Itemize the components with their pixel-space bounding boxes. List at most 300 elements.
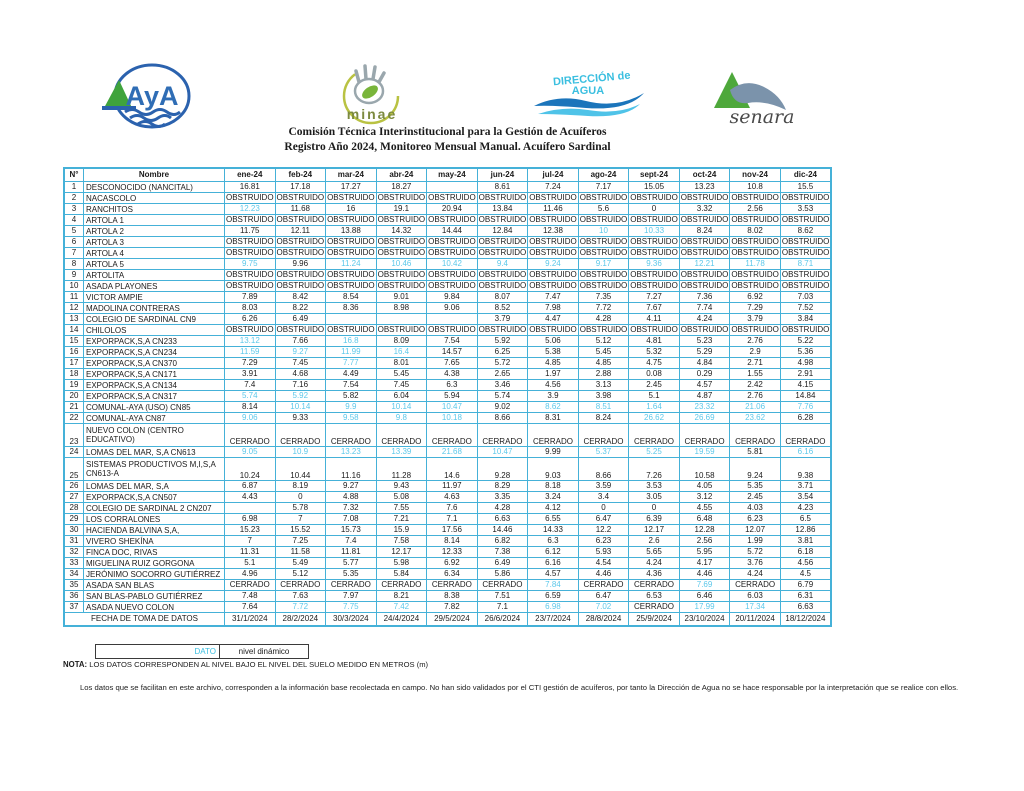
row-number: 2: [64, 193, 84, 204]
month-value-cell: 8.09: [376, 336, 427, 347]
month-value-cell: 3.32: [679, 204, 730, 215]
month-value-cell: 7.89: [225, 292, 276, 303]
month-value-cell: OBSTRUIDO: [731, 237, 779, 247]
well-name: NACASCOLO: [84, 193, 225, 204]
month-value-cell: 17.27: [326, 182, 377, 193]
month-value-cell: 6.98: [528, 602, 579, 613]
month-value-cell: OBSTRUIDO: [478, 237, 527, 247]
month-value-cell: 4.47: [528, 314, 579, 325]
month-value-cell: OBSTRUIDO: [680, 270, 729, 280]
month-value-cell: 10.9: [275, 447, 326, 458]
month-value-cell: 12.86: [780, 525, 831, 536]
month-value-cell: 0: [578, 503, 629, 514]
month-value-cell: 11.59: [225, 347, 276, 358]
row-number: 33: [64, 558, 84, 569]
row-number: 15: [64, 336, 84, 347]
month-value-cell: 4.49: [326, 369, 377, 380]
month-value-cell: OBSTRUIDO: [630, 248, 678, 258]
month-value-cell: 5.23: [679, 336, 730, 347]
month-value-cell: 11.78: [730, 259, 781, 270]
table-row: [64, 182, 831, 193]
month-value-cell: 2.65: [477, 369, 528, 380]
well-name: ARTOLA 5: [84, 259, 225, 270]
month-value-cell: OBSTRUIDO: [377, 193, 426, 203]
row-number: 9: [64, 270, 84, 281]
month-value-cell: OBSTRUIDO: [327, 325, 375, 335]
month-value-cell: 5.65: [629, 547, 680, 558]
month-value-cell: 2.71: [730, 358, 781, 369]
month-value-cell: 3.79: [477, 314, 528, 325]
month-value-cell: 5.98: [376, 558, 427, 569]
month-value-cell: 2.45: [730, 492, 781, 503]
month-value-cell: 8.07: [477, 292, 528, 303]
month-value-cell: 3.53: [629, 481, 680, 492]
column-header-month: abr-24: [376, 168, 427, 182]
well-name: EXPORPACK,S,A CN507: [84, 492, 225, 503]
well-name: FINCA DOC, RIVAS: [84, 547, 225, 558]
month-value-cell: OBSTRUIDO: [680, 193, 729, 203]
month-value-cell: OBSTRUIDO: [428, 237, 476, 247]
month-value-cell: 4.96: [225, 569, 276, 580]
aya-logo-text: AyA: [125, 81, 179, 111]
month-value-cell: CERRADO: [326, 424, 377, 447]
fecha-row: [64, 613, 831, 627]
month-value-cell: 9.43: [376, 481, 427, 492]
month-value-cell: 8.01: [376, 358, 427, 369]
month-value-cell: 7.67: [629, 303, 680, 314]
month-value-cell: OBSTRUIDO: [781, 237, 830, 247]
monitoring-table-wrapper: [63, 167, 832, 627]
month-value-cell: 8.29: [477, 481, 528, 492]
month-value-cell: 4.23: [780, 503, 831, 514]
month-value-cell: 5.74: [477, 391, 528, 402]
month-value-cell: 10.42: [427, 259, 478, 270]
month-value-cell: 6.5: [780, 514, 831, 525]
month-value-cell: 3.79: [730, 314, 781, 325]
month-value-cell: 2.56: [730, 204, 781, 215]
table-row: [64, 380, 831, 391]
month-value-cell: 16.8: [326, 336, 377, 347]
month-value-cell: CERRADO: [376, 580, 427, 591]
month-value-cell: 8.22: [275, 303, 326, 314]
month-value-cell: 18.27: [376, 182, 427, 193]
month-value-cell: 4.57: [679, 380, 730, 391]
month-value-cell: 5.37: [578, 447, 629, 458]
month-value-cell: OBSTRUIDO: [731, 248, 779, 258]
well-name: EXPORPACK,S,A CN134: [84, 380, 225, 391]
month-value-cell: 5.22: [780, 336, 831, 347]
month-value-cell: 6.47: [578, 591, 629, 602]
month-value-cell: 9.38: [780, 458, 831, 481]
month-value-cell: OBSTRUIDO: [226, 325, 274, 335]
well-name: HACIENDA BALVINA S,A,: [84, 525, 225, 536]
month-value-cell: OBSTRUIDO: [781, 193, 830, 203]
month-value-cell: 2.9: [730, 347, 781, 358]
month-value-cell: OBSTRUIDO: [226, 270, 274, 280]
month-value-cell: 7.08: [326, 514, 377, 525]
month-value-cell: 8.51: [578, 402, 629, 413]
title-line-2: Registro Año 2024, Monitoreo Mensual Manual. Acuífero Sardinal: [284, 140, 611, 153]
month-value-cell: 7.82: [427, 602, 478, 613]
month-value-cell: OBSTRUIDO: [377, 215, 426, 225]
month-value-cell: 9.24: [528, 259, 579, 270]
month-value-cell: 4.88: [326, 492, 377, 503]
well-name: ARTOLITA: [84, 270, 225, 281]
well-name: MADOLINA CONTRERAS: [84, 303, 225, 314]
month-value-cell: 11.81: [326, 547, 377, 558]
month-value-cell: 0.29: [679, 369, 730, 380]
month-value-cell: 7.84: [528, 580, 579, 591]
table-row: [64, 270, 831, 281]
month-value-cell: OBSTRUIDO: [680, 281, 729, 291]
row-number: 24: [64, 447, 84, 458]
month-value-cell: OBSTRUIDO: [478, 215, 527, 225]
month-value-cell: 12.2: [578, 525, 629, 536]
month-value-cell: 16: [326, 204, 377, 215]
month-value-cell: CERRADO: [427, 580, 478, 591]
month-value-cell: 10.18: [427, 413, 478, 424]
month-value-cell: 5.35: [326, 569, 377, 580]
month-value-cell: 5.45: [578, 347, 629, 358]
month-value-cell: 9.96: [275, 259, 326, 270]
row-number: 17: [64, 358, 84, 369]
month-value-cell: OBSTRUIDO: [781, 270, 830, 280]
column-header-month: ene-24: [225, 168, 276, 182]
month-value-cell: 5.36: [780, 347, 831, 358]
month-value-cell: 5.06: [528, 336, 579, 347]
month-value-cell: 4.87: [679, 391, 730, 402]
well-name: NUEVO COLON (CENTRO EDUCATIVO): [84, 424, 225, 447]
nota-label: NOTA:: [63, 660, 88, 669]
month-value-cell: 3.54: [780, 492, 831, 503]
month-value-cell: 5.94: [427, 391, 478, 402]
month-value-cell: 2.88: [578, 369, 629, 380]
month-value-cell: OBSTRUIDO: [579, 281, 628, 291]
fecha-date-cell: 23/10/2024: [679, 613, 730, 627]
month-value-cell: CERRADO: [730, 580, 781, 591]
table-row: [64, 292, 831, 303]
month-value-cell: 4.81: [629, 336, 680, 347]
month-value-cell: 12.21: [679, 259, 730, 270]
month-value-cell: 6.55: [528, 514, 579, 525]
well-name: COMUNAL-AYA (USO) CN85: [84, 402, 225, 413]
month-value-cell: 7.27: [629, 292, 680, 303]
row-number: 37: [64, 602, 84, 613]
month-value-cell: 7.72: [578, 303, 629, 314]
month-value-cell: 9.8: [376, 413, 427, 424]
month-value-cell: 17.34: [730, 602, 781, 613]
month-value-cell: 4.36: [629, 569, 680, 580]
month-value-cell: 7.77: [326, 358, 377, 369]
month-value-cell: CERRADO: [275, 580, 326, 591]
month-value-cell: 7.02: [578, 602, 629, 613]
month-value-cell: 6.3: [427, 380, 478, 391]
well-name: CHILOLOS: [84, 325, 225, 336]
month-value-cell: 5.49: [275, 558, 326, 569]
month-value-cell: 3.46: [477, 380, 528, 391]
month-value-cell: 7.63: [275, 591, 326, 602]
month-value-cell: 5.38: [528, 347, 579, 358]
month-value-cell: 14.57: [427, 347, 478, 358]
month-value-cell: OBSTRUIDO: [478, 281, 527, 291]
month-value-cell: [326, 314, 377, 325]
well-name: ASADA NUEVO COLON: [84, 602, 225, 613]
month-value-cell: 7.16: [275, 380, 326, 391]
month-value-cell: 7.75: [326, 602, 377, 613]
month-value-cell: 1.99: [730, 536, 781, 547]
month-value-cell: OBSTRUIDO: [327, 248, 375, 258]
month-value-cell: 6.46: [679, 591, 730, 602]
month-value-cell: 6.04: [376, 391, 427, 402]
month-value-cell: CERRADO: [578, 424, 629, 447]
column-header-month: jul-24: [528, 168, 579, 182]
month-value-cell: 10.24: [225, 458, 276, 481]
month-value-cell: OBSTRUIDO: [276, 325, 325, 335]
month-value-cell: 4.56: [528, 380, 579, 391]
senara-logo-text: senara: [729, 106, 795, 128]
month-value-cell: 4.46: [578, 569, 629, 580]
month-value-cell: 2.76: [730, 391, 781, 402]
month-value-cell: OBSTRUIDO: [428, 193, 476, 203]
month-value-cell: 7.26: [629, 458, 680, 481]
table-row: [64, 248, 831, 259]
month-value-cell: 20.94: [427, 204, 478, 215]
month-value-cell: 8.52: [477, 303, 528, 314]
column-header-month: oct-24: [679, 168, 730, 182]
month-value-cell: OBSTRUIDO: [276, 215, 325, 225]
month-value-cell: 11.31: [225, 547, 276, 558]
well-name: ASADA PLAYONES: [84, 281, 225, 292]
month-value-cell: 3.12: [679, 492, 730, 503]
month-value-cell: 4.85: [578, 358, 629, 369]
month-value-cell: 7.52: [780, 303, 831, 314]
well-name: ARTOLA 3: [84, 237, 225, 248]
month-value-cell: OBSTRUIDO: [478, 270, 527, 280]
month-value-cell: 11.16: [326, 458, 377, 481]
row-number: 19: [64, 380, 84, 391]
month-value-cell: OBSTRUIDO: [377, 281, 426, 291]
month-value-cell: 5.25: [629, 447, 680, 458]
table-row: [64, 569, 831, 580]
row-number: 16: [64, 347, 84, 358]
row-number: 14: [64, 325, 84, 336]
month-value-cell: 7.35: [578, 292, 629, 303]
well-name: COLEGIO DE SARDINAL 2 CN207: [84, 503, 225, 514]
month-value-cell: 4.56: [780, 558, 831, 569]
month-value-cell: OBSTRUIDO: [529, 248, 577, 258]
month-value-cell: OBSTRUIDO: [579, 193, 628, 203]
month-value-cell: OBSTRUIDO: [529, 281, 577, 291]
month-value-cell: 26.62: [629, 413, 680, 424]
month-value-cell: 15.9: [376, 525, 427, 536]
month-value-cell: 7.29: [730, 303, 781, 314]
column-header-num: N°: [64, 168, 84, 182]
fecha-date-cell: 28/2/2024: [275, 613, 326, 627]
month-value-cell: 7.45: [376, 380, 427, 391]
month-value-cell: OBSTRUIDO: [529, 237, 577, 247]
month-value-cell: OBSTRUIDO: [428, 215, 476, 225]
month-value-cell: CERRADO: [326, 580, 377, 591]
month-value-cell: 12.38: [528, 226, 579, 237]
month-value-cell: OBSTRUIDO: [680, 248, 729, 258]
month-value-cell: OBSTRUIDO: [630, 270, 678, 280]
month-value-cell: OBSTRUIDO: [781, 248, 830, 258]
month-value-cell: OBSTRUIDO: [680, 237, 729, 247]
row-number: 34: [64, 569, 84, 580]
month-value-cell: 6.23: [578, 536, 629, 547]
month-value-cell: 4.28: [578, 314, 629, 325]
month-value-cell: 4.38: [427, 369, 478, 380]
month-value-cell: 7.54: [326, 380, 377, 391]
month-value-cell: 15.5: [780, 182, 831, 193]
month-value-cell: OBSTRUIDO: [529, 215, 577, 225]
month-value-cell: 17.18: [275, 182, 326, 193]
month-value-cell: 21.68: [427, 447, 478, 458]
row-number: 13: [64, 314, 84, 325]
month-value-cell: OBSTRUIDO: [529, 325, 577, 335]
month-value-cell: 3.98: [578, 391, 629, 402]
month-value-cell: 11.28: [376, 458, 427, 481]
month-value-cell: 7.17: [578, 182, 629, 193]
table-row: [64, 358, 831, 369]
month-value-cell: [225, 503, 276, 514]
month-value-cell: 12.28: [679, 525, 730, 536]
month-value-cell: 9.33: [275, 413, 326, 424]
table-row: [64, 303, 831, 314]
month-value-cell: 8.14: [225, 402, 276, 413]
month-value-cell: 8.98: [376, 303, 427, 314]
month-value-cell: 6.92: [730, 292, 781, 303]
month-value-cell: 12.17: [376, 547, 427, 558]
month-value-cell: 1.97: [528, 369, 579, 380]
month-value-cell: 10.58: [679, 458, 730, 481]
well-name: SAN BLAS-PABLO GUTIÉRREZ: [84, 591, 225, 602]
monitoring-table: [63, 167, 832, 627]
month-value-cell: OBSTRUIDO: [630, 215, 678, 225]
fecha-date-cell: 30/3/2024: [326, 613, 377, 627]
month-value-cell: 23.62: [730, 413, 781, 424]
month-value-cell: 7.21: [376, 514, 427, 525]
fecha-date-cell: 24/4/2024: [376, 613, 427, 627]
table-row: [64, 591, 831, 602]
month-value-cell: 5.45: [376, 369, 427, 380]
month-value-cell: 23.32: [679, 402, 730, 413]
month-value-cell: OBSTRUIDO: [276, 248, 325, 258]
month-value-cell: 7.76: [780, 402, 831, 413]
column-header-month: ago-24: [578, 168, 629, 182]
month-value-cell: 9.01: [376, 292, 427, 303]
table-row: [64, 204, 831, 215]
table-row: [64, 558, 831, 569]
month-value-cell: OBSTRUIDO: [781, 325, 830, 335]
table-row: [64, 503, 831, 514]
month-value-cell: OBSTRUIDO: [781, 215, 830, 225]
month-value-cell: 7.69: [679, 580, 730, 591]
month-value-cell: 19.59: [679, 447, 730, 458]
month-value-cell: 3.84: [780, 314, 831, 325]
month-value-cell: 6.79: [780, 580, 831, 591]
month-value-cell: CERRADO: [275, 424, 326, 447]
month-value-cell: 5.81: [730, 447, 781, 458]
month-value-cell: OBSTRUIDO: [529, 193, 577, 203]
fecha-date-cell: 29/5/2024: [427, 613, 478, 627]
row-number: 18: [64, 369, 84, 380]
month-value-cell: 12.07: [730, 525, 781, 536]
legend-nivel-dinamico: nivel dinámico: [238, 647, 290, 656]
month-value-cell: 6.03: [730, 591, 781, 602]
row-number: 12: [64, 303, 84, 314]
month-value-cell: OBSTRUIDO: [680, 325, 729, 335]
month-value-cell: 9.28: [477, 458, 528, 481]
month-value-cell: OBSTRUIDO: [327, 193, 375, 203]
month-value-cell: 14.84: [780, 391, 831, 402]
well-name: RANCHITOS: [84, 204, 225, 215]
month-value-cell: 5.92: [275, 391, 326, 402]
month-value-cell: 4.85: [528, 358, 579, 369]
month-value-cell: 8.18: [528, 481, 579, 492]
row-number: 35: [64, 580, 84, 591]
month-value-cell: OBSTRUIDO: [478, 325, 527, 335]
month-value-cell: 5.72: [477, 358, 528, 369]
month-value-cell: 4.17: [679, 558, 730, 569]
month-value-cell: 4.55: [679, 503, 730, 514]
row-number: 31: [64, 536, 84, 547]
month-value-cell: OBSTRUIDO: [428, 248, 476, 258]
month-value-cell: 8.14: [427, 536, 478, 547]
month-value-cell: OBSTRUIDO: [579, 325, 628, 335]
month-value-cell: 10.8: [730, 182, 781, 193]
month-value-cell: OBSTRUIDO: [276, 270, 325, 280]
month-value-cell: OBSTRUIDO: [226, 281, 274, 291]
well-name: ARTOLA 4: [84, 248, 225, 259]
well-name: LOMAS DEL MAR, S,A: [84, 481, 225, 492]
month-value-cell: 4.28: [477, 503, 528, 514]
month-value-cell: 16.4: [376, 347, 427, 358]
month-value-cell: 6.49: [275, 314, 326, 325]
month-value-cell: 14.46: [477, 525, 528, 536]
month-value-cell: 9.02: [477, 402, 528, 413]
month-value-cell: CERRADO: [376, 424, 427, 447]
month-value-cell: 7.74: [679, 303, 730, 314]
month-value-cell: 7.42: [376, 602, 427, 613]
month-value-cell: 6.18: [780, 547, 831, 558]
month-value-cell: CERRADO: [225, 424, 276, 447]
month-value-cell: 9.03: [528, 458, 579, 481]
month-value-cell: 7.51: [477, 591, 528, 602]
month-value-cell: 5.08: [376, 492, 427, 503]
month-value-cell: 9.75: [225, 259, 276, 270]
well-name: ARTOLA 1: [84, 215, 225, 226]
month-value-cell: 5.86: [477, 569, 528, 580]
month-value-cell: 17.99: [679, 602, 730, 613]
well-name: EXPORPACK,S,A CN233: [84, 336, 225, 347]
month-value-cell: 7.48: [225, 591, 276, 602]
month-value-cell: 5.77: [326, 558, 377, 569]
da-logo-line2: AGUA: [571, 85, 605, 97]
well-name: EXPORPACK,S,A CN234: [84, 347, 225, 358]
month-value-cell: 7.65: [427, 358, 478, 369]
month-value-cell: 9.4: [477, 259, 528, 270]
row-number: 20: [64, 391, 84, 402]
month-value-cell: 6.34: [427, 569, 478, 580]
month-value-cell: OBSTRUIDO: [731, 325, 779, 335]
row-number: 11: [64, 292, 84, 303]
month-value-cell: 6.28: [780, 413, 831, 424]
month-value-cell: 6.26: [225, 314, 276, 325]
month-value-cell: 10.14: [376, 402, 427, 413]
row-number: 30: [64, 525, 84, 536]
month-value-cell: 8.31: [528, 413, 579, 424]
